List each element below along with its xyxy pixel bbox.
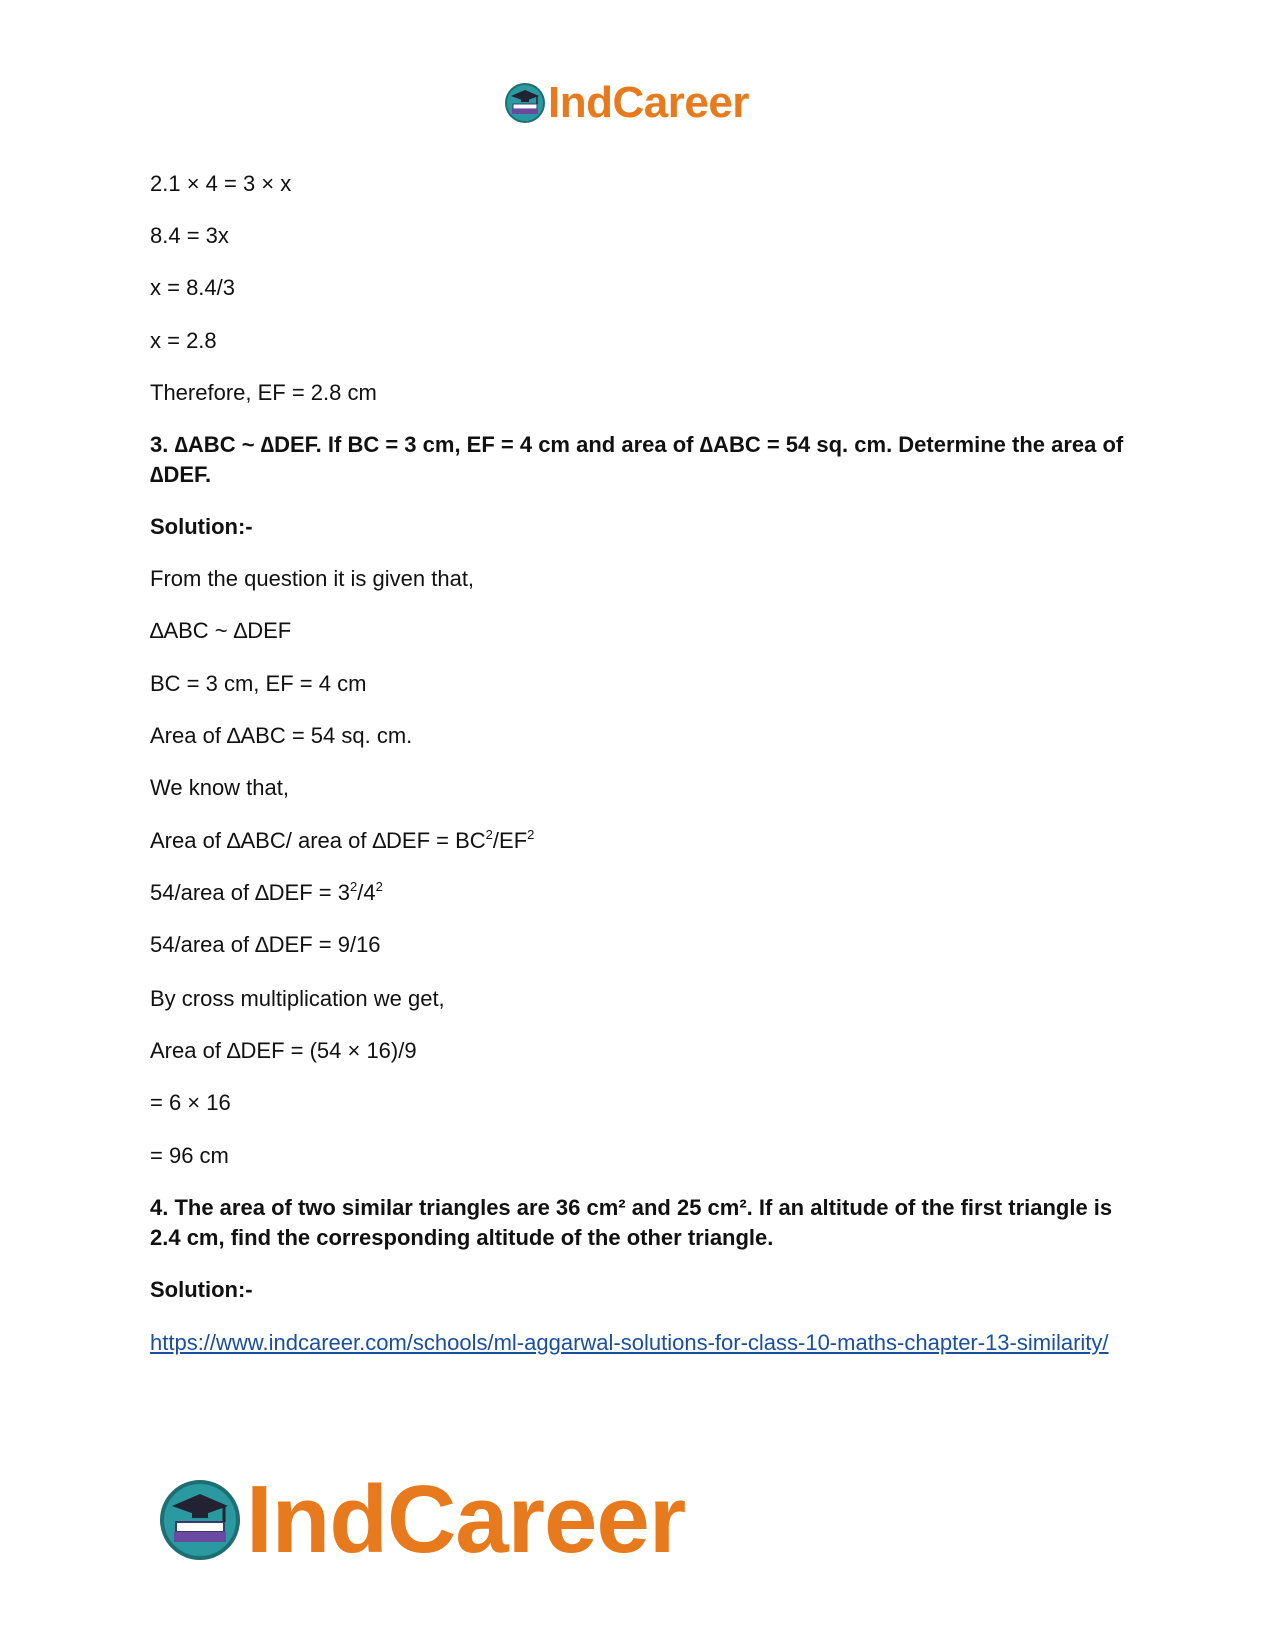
solution-line: = 96 cm: [150, 1143, 229, 1168]
text-span: 54/area of ∆DEF = 3: [150, 880, 350, 905]
superscript: 2: [485, 826, 493, 842]
question-4: 4. The area of two similar triangles are 36 cm² and 25 cm². If an altitude of the first triangle is 2.4 cm, find the corresponding altitude of the other triangle.: [150, 1195, 1113, 1250]
footer-logo: [158, 1465, 685, 1575]
text-span: Area of ∆ABC/ area of ∆DEF = BC: [150, 828, 486, 853]
solution-line: 54/area of ∆DEF = 9/16: [150, 932, 381, 957]
question-3: 3. ∆ABC ~ ∆DEF. If BC = 3 cm, EF = 4 cm and area of ∆ABC = 54 sq. cm. Determine the area of ∆DEF.: [150, 432, 1124, 487]
solution-line: Area of ∆DEF = (54 × 16)/9: [150, 1038, 417, 1063]
equation-line: x = 8.4/3: [150, 275, 236, 300]
solution-line: Area of ∆ABC = 54 sq. cm.: [150, 723, 413, 748]
superscript: 2: [375, 878, 383, 894]
source-link[interactable]: https://www.indcareer.com/schools/ml-aggarwal-solutions-for-class-10-maths-chapter-13-similarity/: [150, 1330, 1109, 1355]
graduation-book-icon: [504, 82, 546, 124]
superscript: 2: [527, 826, 535, 842]
equation-line: 8.4 = 3x: [150, 223, 229, 248]
text-span: /4: [357, 880, 376, 905]
header-logo: [504, 78, 749, 128]
solution-line: BC = 3 cm, EF = 4 cm: [150, 671, 367, 696]
equation-line: 2.1 × 4 = 3 × x: [150, 171, 292, 196]
solution-label: Solution:-: [150, 514, 253, 539]
text-span: /EF: [492, 828, 528, 853]
solution-line: By cross multiplication we get,: [150, 986, 445, 1011]
solution-line: [150, 878, 383, 908]
solution-line: From the question it is given that,: [150, 566, 475, 591]
logo-text: IndCareer: [548, 78, 749, 127]
conclusion-line: Therefore, EF = 2.8 cm: [150, 380, 377, 405]
logo-text: IndCareer: [246, 1466, 686, 1573]
graduation-book-icon: [158, 1478, 242, 1562]
solution-label: Solution:-: [150, 1277, 253, 1302]
equation-line: x = 2.8: [150, 328, 217, 353]
solution-line: We know that,: [150, 775, 289, 800]
superscript: 2: [349, 878, 358, 894]
solution-line: ∆ABC ~ ∆DEF: [150, 618, 292, 643]
solution-line: = 6 × 16: [150, 1090, 231, 1115]
solution-line: [150, 826, 534, 856]
